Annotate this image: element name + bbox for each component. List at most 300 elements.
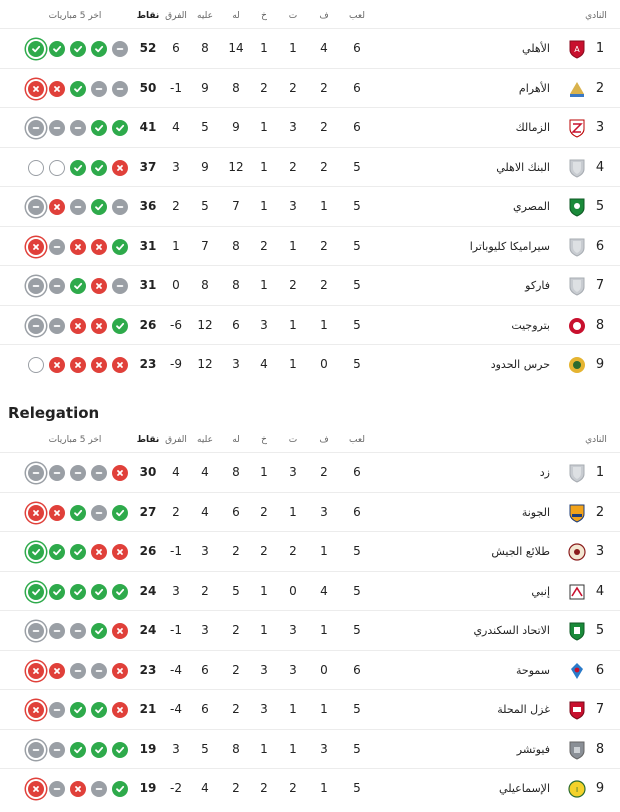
goal-diff-cell: 4 xyxy=(172,465,180,479)
header-won: ف xyxy=(319,435,329,445)
win-check-icon[interactable] xyxy=(70,702,86,718)
table-row[interactable] xyxy=(0,492,620,532)
draw-dash-icon[interactable] xyxy=(70,623,86,639)
team-name[interactable]: طلائع الجيش xyxy=(491,545,550,558)
loss-x-icon[interactable] xyxy=(112,702,128,718)
won-cell: 1 xyxy=(320,199,328,213)
team-name[interactable]: الإسماعيلي xyxy=(499,782,550,795)
goals-for-cell: 2 xyxy=(232,702,240,716)
draw-dash-icon[interactable] xyxy=(28,318,44,334)
ittihad-logo-icon xyxy=(568,621,586,641)
table-row[interactable] xyxy=(0,729,620,769)
drawn-cell: 2 xyxy=(289,80,297,95)
win-check-icon[interactable] xyxy=(112,120,128,136)
played-cell: 6 xyxy=(353,504,361,519)
won-cell: 1 xyxy=(320,544,328,558)
loss-x-icon[interactable] xyxy=(28,702,44,718)
draw-dash-icon[interactable] xyxy=(28,278,44,294)
goal-diff-cell: -2 xyxy=(170,781,182,795)
ahram-logo-icon xyxy=(568,79,586,99)
won-cell: 2 xyxy=(320,120,328,134)
haras-logo-icon xyxy=(568,355,586,375)
ismaily-logo-icon xyxy=(568,779,586,799)
points-cell: 21 xyxy=(139,702,157,716)
rank-cell: 2 xyxy=(595,504,605,520)
goal-diff-cell: 1 xyxy=(172,238,180,253)
goals-against-cell: 9 xyxy=(201,159,209,174)
goals-against-cell: 9 xyxy=(201,80,209,95)
points-cell: 24 xyxy=(139,583,157,598)
goals-against-cell: 8 xyxy=(201,278,209,292)
draw-dash-icon[interactable] xyxy=(112,81,128,97)
generic-shield-logo-icon xyxy=(568,237,586,257)
loss-x-icon[interactable] xyxy=(91,318,107,334)
points-cell: 26 xyxy=(139,317,157,332)
goals-for-cell: 8 xyxy=(232,238,240,253)
played-cell: 6 xyxy=(353,662,361,677)
table-row[interactable] xyxy=(0,68,620,108)
loss-x-icon[interactable] xyxy=(112,544,128,560)
points-cell: 31 xyxy=(139,278,157,292)
points-cell: 26 xyxy=(139,544,157,558)
loss-x-icon[interactable] xyxy=(28,663,44,679)
goals-against-cell: 3 xyxy=(201,623,209,637)
points-cell: 31 xyxy=(139,238,157,253)
win-check-icon[interactable] xyxy=(91,702,107,718)
upcoming-empty-icon[interactable] xyxy=(49,160,65,176)
goals-against-cell: 6 xyxy=(201,662,209,677)
loss-x-icon[interactable] xyxy=(49,505,65,521)
won-cell: 1 xyxy=(320,317,328,332)
header-ga: عليه xyxy=(197,435,213,445)
win-check-icon[interactable] xyxy=(49,584,65,600)
goal-diff-cell: -1 xyxy=(170,623,182,637)
goals-against-cell: 5 xyxy=(201,741,209,756)
played-cell: 5 xyxy=(353,317,361,332)
win-check-icon[interactable] xyxy=(91,160,107,176)
points-cell: 50 xyxy=(139,80,157,95)
draw-dash-icon[interactable] xyxy=(91,81,107,97)
points-cell: 19 xyxy=(139,741,157,756)
goals-for-cell: 8 xyxy=(232,465,240,479)
win-check-icon[interactable] xyxy=(112,584,128,600)
loss-x-icon[interactable] xyxy=(91,239,107,255)
goal-diff-cell: 2 xyxy=(172,199,180,213)
goal-diff-cell: 3 xyxy=(172,741,180,756)
draw-dash-icon[interactable] xyxy=(49,702,65,718)
won-cell: 4 xyxy=(320,41,328,55)
goals-against-cell: 3 xyxy=(201,544,209,558)
table-row[interactable] xyxy=(0,226,620,266)
table-row[interactable] xyxy=(0,610,620,650)
team-name[interactable]: حرس الحدود xyxy=(490,358,550,371)
rank-cell: 9 xyxy=(595,781,605,796)
draw-dash-icon[interactable] xyxy=(28,120,44,136)
goals-for-cell: 8 xyxy=(232,80,240,95)
goals-against-cell: 4 xyxy=(201,465,209,479)
win-check-icon[interactable] xyxy=(28,584,44,600)
goals-for-cell: 2 xyxy=(232,781,240,795)
rank-cell: 3 xyxy=(595,120,605,135)
goals-for-cell: 8 xyxy=(232,741,240,756)
win-check-icon[interactable] xyxy=(28,41,44,57)
played-cell: 5 xyxy=(353,583,361,598)
win-check-icon[interactable] xyxy=(91,584,107,600)
lost-cell: 3 xyxy=(260,702,268,716)
team-name[interactable]: غزل المحلة xyxy=(497,703,550,716)
goals-against-cell: 12 xyxy=(197,317,213,332)
team-name[interactable]: زد xyxy=(539,466,550,479)
rank-cell: 8 xyxy=(595,741,605,757)
smouha-logo-icon xyxy=(568,661,586,681)
header-points: نقاط xyxy=(136,11,160,21)
points-cell: 41 xyxy=(139,120,157,134)
played-cell: 5 xyxy=(353,781,361,795)
ahly-logo-icon xyxy=(568,39,586,59)
goal-diff-cell: 6 xyxy=(172,41,180,55)
goals-against-cell: 5 xyxy=(201,120,209,134)
last-5-form xyxy=(22,120,128,136)
win-check-icon[interactable] xyxy=(70,81,86,97)
draw-dash-icon[interactable] xyxy=(49,239,65,255)
header-gf: له xyxy=(232,435,240,445)
win-check-icon[interactable] xyxy=(70,160,86,176)
played-cell: 6 xyxy=(353,41,361,55)
drawn-cell: 1 xyxy=(289,41,297,55)
lost-cell: 1 xyxy=(260,465,268,479)
win-check-icon[interactable] xyxy=(112,742,128,758)
lost-cell: 1 xyxy=(260,159,268,174)
won-cell: 1 xyxy=(320,781,328,795)
won-cell: 1 xyxy=(320,623,328,637)
last-5-form xyxy=(22,239,128,255)
points-cell: 37 xyxy=(139,159,157,174)
header-form: اخر 5 مباريات xyxy=(48,11,102,21)
loss-x-icon[interactable] xyxy=(112,160,128,176)
drawn-cell: 2 xyxy=(289,781,297,795)
loss-x-icon[interactable] xyxy=(70,781,86,797)
ghazl-logo-icon xyxy=(568,700,586,720)
last-5-form xyxy=(22,781,128,797)
goal-diff-cell: -9 xyxy=(170,357,182,371)
draw-dash-icon[interactable] xyxy=(28,623,44,639)
won-cell: 2 xyxy=(320,159,328,174)
goals-for-cell: 7 xyxy=(232,199,240,213)
win-check-icon[interactable] xyxy=(70,505,86,521)
table-row[interactable] xyxy=(0,768,620,808)
loss-x-icon[interactable] xyxy=(70,357,86,373)
goals-against-cell: 4 xyxy=(201,781,209,795)
drawn-cell: 1 xyxy=(289,317,297,332)
goal-diff-cell: -1 xyxy=(170,544,182,558)
team-name[interactable]: إنبي xyxy=(531,584,550,598)
last-5-form xyxy=(22,357,128,373)
header-lost: خ xyxy=(261,11,267,21)
goal-diff-cell: 3 xyxy=(172,159,180,174)
lost-cell: 2 xyxy=(260,544,268,558)
played-cell: 5 xyxy=(353,199,361,213)
points-cell: 23 xyxy=(139,357,157,371)
win-check-icon[interactable] xyxy=(70,41,86,57)
drawn-cell: 1 xyxy=(289,357,297,371)
goals-for-cell: 2 xyxy=(232,623,240,637)
rank-cell: 1 xyxy=(595,465,605,480)
table-header-group1 xyxy=(0,4,620,28)
win-check-icon[interactable] xyxy=(49,544,65,560)
zamalek-logo-icon xyxy=(568,118,586,138)
petrojet-logo-icon xyxy=(568,316,586,336)
played-cell: 5 xyxy=(353,544,361,558)
draw-dash-icon[interactable] xyxy=(49,623,65,639)
rank-cell: 5 xyxy=(595,623,605,638)
table-header-group2 xyxy=(0,428,620,452)
team-name[interactable]: البنك الاهلي xyxy=(496,160,550,174)
lost-cell: 1 xyxy=(260,741,268,756)
drawn-cell: 3 xyxy=(289,120,297,134)
loss-x-icon[interactable] xyxy=(112,465,128,481)
draw-dash-icon[interactable] xyxy=(28,742,44,758)
goals-against-cell: 6 xyxy=(201,702,209,716)
win-check-icon[interactable] xyxy=(49,41,65,57)
team-name[interactable]: فاركو xyxy=(525,279,550,292)
loss-x-icon[interactable] xyxy=(49,81,65,97)
table-row[interactable] xyxy=(0,28,620,68)
table-row[interactable] xyxy=(0,452,620,492)
last-5-form xyxy=(22,41,128,57)
generic-shield-logo-icon xyxy=(568,463,586,483)
last-5-form xyxy=(22,742,128,758)
rank-cell: 3 xyxy=(595,544,605,559)
drawn-cell: 2 xyxy=(289,544,297,558)
loss-x-icon[interactable] xyxy=(28,781,44,797)
loss-x-icon[interactable] xyxy=(91,357,107,373)
draw-dash-icon[interactable] xyxy=(49,318,65,334)
drawn-cell: 0 xyxy=(289,583,297,598)
loss-x-icon[interactable] xyxy=(49,663,65,679)
enppi-logo-icon xyxy=(568,582,586,602)
loss-x-icon[interactable] xyxy=(28,505,44,521)
draw-dash-icon[interactable] xyxy=(91,663,107,679)
played-cell: 5 xyxy=(353,623,361,637)
won-cell: 4 xyxy=(320,583,328,598)
lost-cell: 4 xyxy=(260,357,268,371)
team-name[interactable]: الاتحاد السكندري xyxy=(473,624,550,637)
header-gf: له xyxy=(232,11,240,21)
goals-for-cell: 12 xyxy=(228,159,244,174)
last-5-form xyxy=(22,465,128,481)
drawn-cell: 3 xyxy=(289,465,297,479)
loss-x-icon[interactable] xyxy=(91,278,107,294)
win-check-icon[interactable] xyxy=(70,584,86,600)
rank-cell: 1 xyxy=(595,41,605,56)
draw-dash-icon[interactable] xyxy=(70,199,86,215)
played-cell: 5 xyxy=(353,357,361,371)
goals-against-cell: 7 xyxy=(201,238,209,253)
draw-dash-icon[interactable] xyxy=(49,742,65,758)
table-row[interactable] xyxy=(0,571,620,611)
draw-dash-icon[interactable] xyxy=(70,663,86,679)
header-points: نقاط xyxy=(136,435,160,445)
header-drawn: ت xyxy=(288,11,298,21)
draw-dash-icon[interactable] xyxy=(70,465,86,481)
draw-dash-icon[interactable] xyxy=(91,505,107,521)
header-lost: خ xyxy=(261,435,267,445)
draw-dash-icon[interactable] xyxy=(91,465,107,481)
win-check-icon[interactable] xyxy=(70,742,86,758)
table-row[interactable] xyxy=(0,107,620,147)
header-team: النادي xyxy=(585,11,607,21)
team-name[interactable]: سموحة xyxy=(516,663,550,677)
won-cell: 3 xyxy=(320,741,328,756)
draw-dash-icon[interactable] xyxy=(70,120,86,136)
win-check-icon[interactable] xyxy=(70,278,86,294)
rank-cell: 4 xyxy=(595,159,605,175)
team-name[interactable]: فيوتشر xyxy=(516,742,550,756)
table-row[interactable] xyxy=(0,344,620,384)
header-won: ف xyxy=(319,11,329,21)
drawn-cell: 1 xyxy=(289,238,297,253)
generic-shield-logo-icon xyxy=(568,158,586,178)
win-check-icon[interactable] xyxy=(91,120,107,136)
goals-for-cell: 8 xyxy=(232,278,240,292)
win-check-icon[interactable] xyxy=(91,742,107,758)
played-cell: 5 xyxy=(353,741,361,756)
drawn-cell: 1 xyxy=(289,504,297,519)
win-check-icon[interactable] xyxy=(112,318,128,334)
won-cell: 2 xyxy=(320,278,328,292)
loss-x-icon[interactable] xyxy=(49,357,65,373)
won-cell: 0 xyxy=(320,357,328,371)
drawn-cell: 3 xyxy=(289,662,297,677)
header-played: لعب xyxy=(349,11,365,21)
won-cell: 2 xyxy=(320,238,328,253)
draw-dash-icon[interactable] xyxy=(49,278,65,294)
played-cell: 5 xyxy=(353,278,361,292)
won-cell: 2 xyxy=(320,80,328,95)
goals-against-cell: 4 xyxy=(201,504,209,519)
played-cell: 6 xyxy=(353,120,361,134)
table-row[interactable] xyxy=(0,305,620,345)
team-name[interactable]: المصري xyxy=(513,200,550,213)
table-row[interactable] xyxy=(0,689,620,729)
played-cell: 5 xyxy=(353,702,361,716)
goals-for-cell: 2 xyxy=(232,544,240,558)
lost-cell: 3 xyxy=(260,317,268,332)
last-5-form xyxy=(22,278,128,294)
team-name[interactable]: بتروجيت xyxy=(511,318,550,332)
draw-dash-icon[interactable] xyxy=(112,199,128,215)
goals-for-cell: 14 xyxy=(228,41,244,55)
upcoming-empty-icon[interactable] xyxy=(28,357,44,373)
draw-dash-icon[interactable] xyxy=(91,781,107,797)
rank-cell: 6 xyxy=(595,238,605,254)
loss-x-icon[interactable] xyxy=(112,623,128,639)
rank-cell: 2 xyxy=(595,80,605,96)
draw-dash-icon[interactable] xyxy=(49,465,65,481)
last-5-form xyxy=(22,318,128,334)
last-5-form xyxy=(22,160,128,176)
table-row[interactable] xyxy=(0,650,620,690)
team-name[interactable]: سيراميكا كليوباترا xyxy=(469,239,550,253)
won-cell: 1 xyxy=(320,702,328,716)
draw-dash-icon[interactable] xyxy=(112,278,128,294)
win-check-icon[interactable] xyxy=(70,544,86,560)
loss-x-icon[interactable] xyxy=(28,81,44,97)
lost-cell: 2 xyxy=(260,238,268,253)
loss-x-icon[interactable] xyxy=(49,199,65,215)
drawn-cell: 3 xyxy=(289,623,297,637)
lost-cell: 2 xyxy=(260,80,268,95)
goal-diff-cell: -4 xyxy=(170,702,182,716)
points-cell: 30 xyxy=(139,465,157,479)
goals-for-cell: 6 xyxy=(232,504,240,519)
loss-x-icon[interactable] xyxy=(112,357,128,373)
draw-dash-icon[interactable] xyxy=(28,465,44,481)
draw-dash-icon[interactable] xyxy=(112,41,128,57)
table-row[interactable] xyxy=(0,186,620,226)
goal-diff-cell: -1 xyxy=(170,80,182,95)
rank-cell: 7 xyxy=(595,278,605,293)
loss-x-icon[interactable] xyxy=(91,544,107,560)
drawn-cell: 2 xyxy=(289,159,297,174)
lost-cell: 1 xyxy=(260,623,268,637)
loss-x-icon[interactable] xyxy=(70,318,86,334)
won-cell: 3 xyxy=(320,504,328,519)
header-played: لعب xyxy=(349,435,365,445)
upcoming-empty-icon[interactable] xyxy=(28,160,44,176)
loss-x-icon[interactable] xyxy=(112,663,128,679)
goal-diff-cell: 0 xyxy=(172,278,180,292)
draw-dash-icon[interactable] xyxy=(28,199,44,215)
gouna-logo-icon xyxy=(568,503,586,523)
win-check-icon[interactable] xyxy=(112,781,128,797)
points-cell: 27 xyxy=(139,504,157,519)
team-name[interactable]: الزمالك xyxy=(515,121,550,134)
points-cell: 24 xyxy=(139,623,157,637)
draw-dash-icon[interactable] xyxy=(49,781,65,797)
lost-cell: 1 xyxy=(260,583,268,598)
table-row[interactable] xyxy=(0,531,620,571)
win-check-icon[interactable] xyxy=(91,41,107,57)
goals-against-cell: 5 xyxy=(201,199,209,213)
played-cell: 5 xyxy=(353,238,361,253)
team-name[interactable]: الأهلي xyxy=(522,42,550,55)
lost-cell: 1 xyxy=(260,120,268,134)
rank-cell: 9 xyxy=(595,357,605,372)
header-gd: الفرق xyxy=(165,11,187,21)
lost-cell: 2 xyxy=(260,781,268,795)
rank-cell: 5 xyxy=(595,199,605,214)
goals-for-cell: 5 xyxy=(232,583,240,598)
points-cell: 23 xyxy=(139,662,157,677)
win-check-icon[interactable] xyxy=(28,544,44,560)
table-row[interactable] xyxy=(0,147,620,187)
win-check-icon[interactable] xyxy=(91,199,107,215)
goals-against-cell: 12 xyxy=(197,357,213,371)
header-ga: عليه xyxy=(197,11,213,21)
draw-dash-icon[interactable] xyxy=(49,120,65,136)
table-row[interactable] xyxy=(0,265,620,305)
win-check-icon[interactable] xyxy=(112,505,128,521)
team-name[interactable]: الجونة xyxy=(521,505,550,519)
loss-x-icon[interactable] xyxy=(28,239,44,255)
win-check-icon[interactable] xyxy=(112,239,128,255)
goals-for-cell: 9 xyxy=(232,120,240,134)
loss-x-icon[interactable] xyxy=(70,239,86,255)
team-name[interactable]: الأهرام xyxy=(518,81,550,95)
win-check-icon[interactable] xyxy=(91,623,107,639)
played-cell: 6 xyxy=(353,465,361,479)
